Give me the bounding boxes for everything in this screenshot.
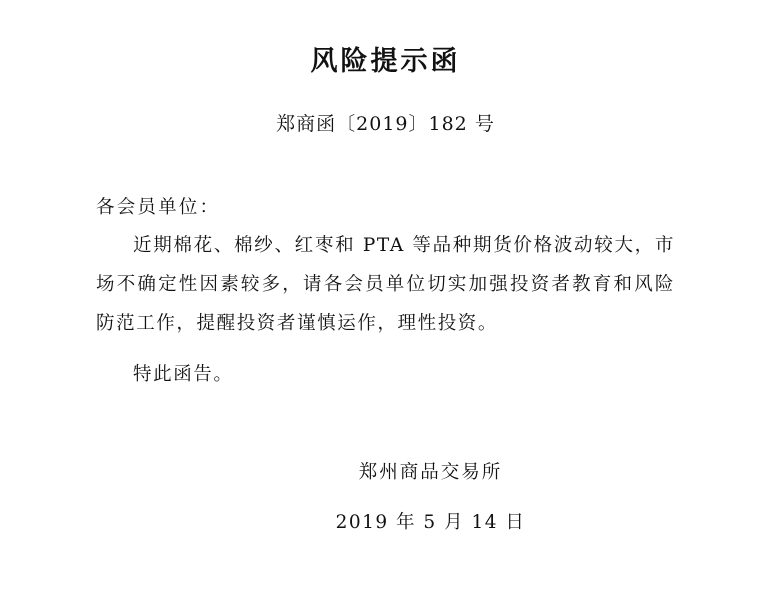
signature-block — [96, 458, 675, 534]
document-number: 郑商函〔2019〕182 号 — [276, 113, 495, 136]
document-page — [0, 46, 771, 604]
signature-organization: 郑州商品交易所 — [358, 461, 503, 483]
salutation: 各会员单位： — [96, 197, 221, 219]
signature-date: 2019 年 5 月 14 日 — [335, 511, 526, 533]
body-paragraph-2: 特此函告。 — [133, 363, 234, 385]
body-paragraph-1: 近期棉花、棉纱、红枣和 PTA 等品种期货价格波动较大，市场不确定性因素较多，请各会员单位切实加强投资者教育和风险防范工作，提醒投资者谨慎运作，理性投资。 — [96, 235, 675, 335]
page-title: 风险提示函 — [310, 46, 461, 77]
